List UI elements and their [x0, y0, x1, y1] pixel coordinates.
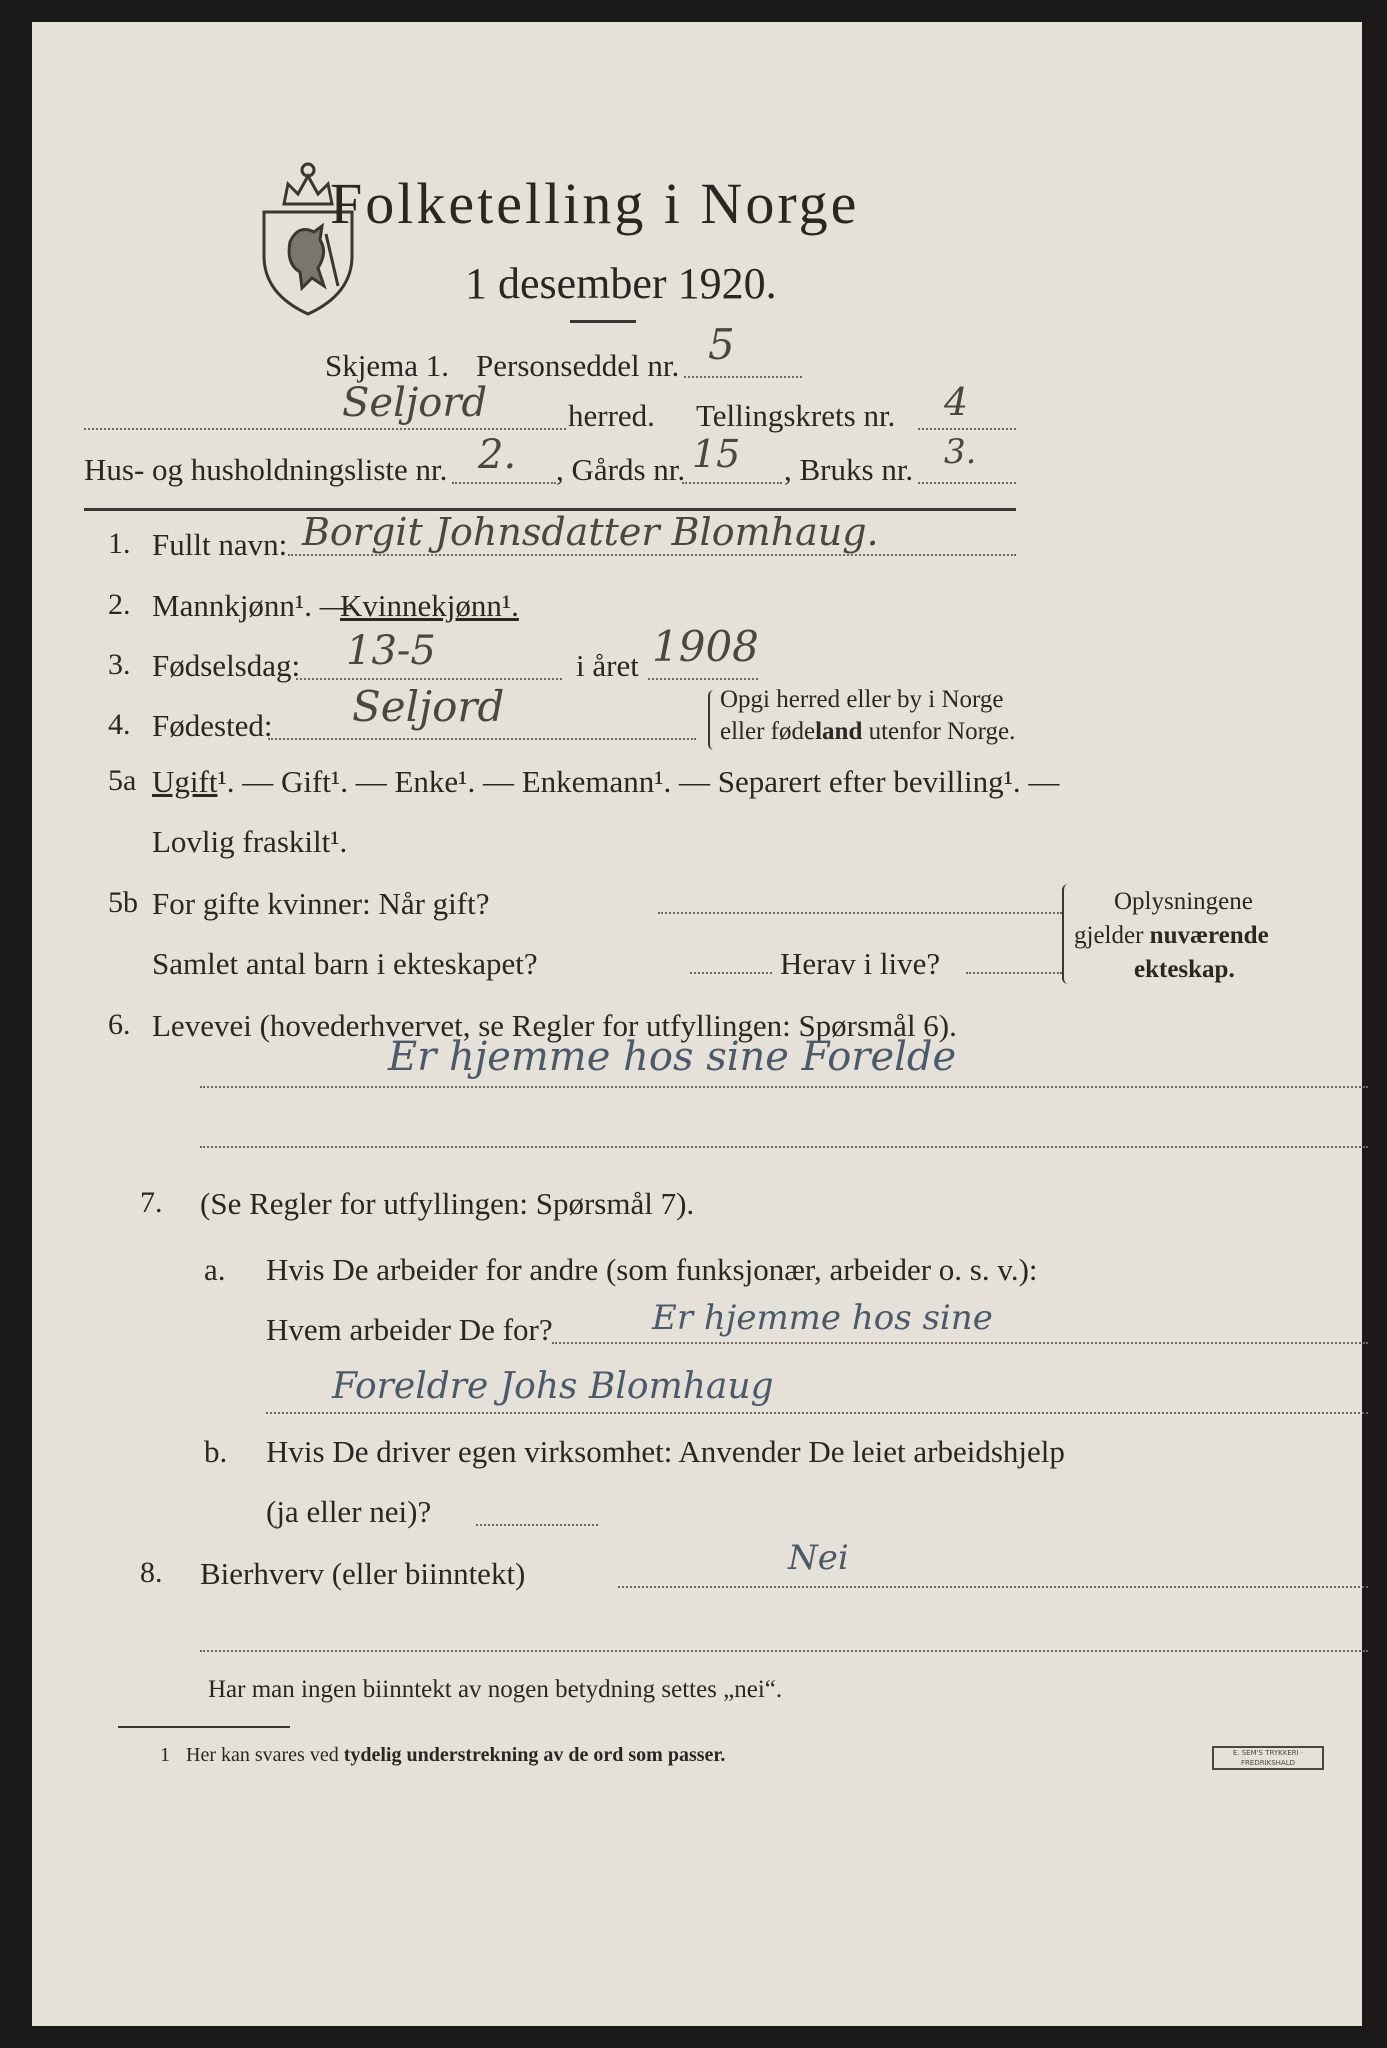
tellingskrets-field[interactable] [918, 428, 1016, 430]
title-divider [570, 320, 636, 323]
birthplace-value: Seljord [352, 682, 505, 731]
herred-label: herred. [568, 398, 655, 433]
gards-label: , Gårds nr. [556, 452, 686, 487]
employer-field-2[interactable] [266, 1412, 1368, 1414]
q5b-note-line3: ekteskap. [1134, 956, 1235, 983]
side-income-value: Nei [788, 1538, 849, 1578]
birth-year-label: i året [576, 648, 639, 683]
q7-label: (Se Regler for utfyllingen: Spørsmål 7). [200, 1186, 695, 1221]
married-when-field[interactable] [658, 912, 1062, 914]
form-title: Folketelling i Norge [330, 171, 860, 236]
tellingskrets-label: Tellingskrets nr. [696, 398, 896, 433]
q4-note-brace [708, 690, 716, 750]
q7-number: 7. [140, 1186, 163, 1219]
employer-value-line1: Er hjemme hos sine [652, 1298, 993, 1338]
q1-number: 1. [108, 527, 131, 560]
q1-label: Fullt navn: [152, 527, 288, 562]
birthday-field[interactable] [296, 678, 562, 680]
birthday-value: 13-5 [346, 628, 436, 674]
children-count-field[interactable] [690, 972, 772, 974]
birth-year-value: 1908 [652, 622, 759, 671]
side-income-field-2[interactable] [200, 1650, 1368, 1652]
husliste-field[interactable] [452, 482, 556, 484]
full-name-value: Borgit Johnsdatter Blomhaug. [302, 510, 879, 554]
occupation-value: Er hjemme hos sine Forelde [388, 1034, 957, 1080]
gards-field[interactable] [682, 482, 782, 484]
q3-number: 3. [108, 648, 131, 681]
employer-field[interactable] [552, 1342, 1368, 1344]
bruks-value: 3. [944, 432, 977, 472]
q2-number: 2. [108, 588, 131, 621]
footnote: 1 Her kan svares ved tydelig understrekning av de ord som passer. [160, 1744, 726, 1766]
q4-number: 4. [108, 708, 131, 741]
q7b-letter: b. [204, 1434, 228, 1469]
q5b-note-brace [1062, 884, 1072, 984]
q7a-letter: a. [204, 1252, 226, 1287]
footer-note: Har man ingen biinntekt av nogen betydning settes „nei“. [208, 1676, 783, 1703]
q4-note-line1: Opgi herred eller by i Norge [720, 686, 1004, 713]
herred-field[interactable] [84, 428, 566, 430]
ugift-option[interactable]: Ugift [152, 764, 218, 799]
q6-number: 6. [108, 1008, 131, 1041]
occupation-field[interactable] [200, 1086, 1368, 1088]
full-name-field[interactable] [288, 554, 1016, 556]
gards-value: 15 [692, 432, 741, 476]
q5a-number: 5a [108, 764, 137, 797]
q7a-question: Hvem arbeider De for? [266, 1312, 553, 1347]
occupation-field-2[interactable] [200, 1146, 1368, 1148]
q5b-married-when: For gifte kvinner: Når gift? [152, 886, 490, 921]
q5b-note-line2: gjelder nuværende [1074, 922, 1269, 949]
employer-value-line2: Foreldre Johs Blomhaug [332, 1366, 774, 1407]
q6-label: Levevei (hovederhvervet, se Regler for utfyllingen: Spørsmål 6). [152, 1008, 957, 1043]
personseddel-field[interactable] [684, 376, 802, 378]
skjema-label: Skjema 1. [325, 348, 449, 383]
husliste-label: Hus- og husholdningsliste nr. [84, 452, 448, 487]
husliste-value: 2. [478, 432, 517, 478]
q7b-question: (ja eller nei)? [266, 1494, 432, 1529]
q5b-alive-label: Herav i live? [780, 946, 941, 981]
birthplace-field[interactable] [268, 738, 696, 740]
personseddel-value: 5 [708, 320, 735, 369]
q4-label: Fødested: [152, 708, 273, 743]
q7a-text: Hvis De arbeider for andre (som funksjonær, arbeider o. s. v.): [266, 1252, 1038, 1287]
q5b-number: 5b [108, 886, 138, 919]
printer-stamp: E. SEM'S TRYKKERI · FREDRIKSHALD [1212, 1746, 1324, 1770]
q7b-text: Hvis De driver egen virksomhet: Anvender De leiet arbeidshjelp [266, 1434, 1065, 1469]
marital-status-options[interactable]: Ugift¹. — Gift¹. — Enke¹. — Enkemann¹. — Separert efter bevilling¹. — [152, 764, 1060, 799]
q2-male-option[interactable]: Mannkjønn¹. — [152, 588, 351, 623]
q4-note-line2: eller fødeland utenfor Norge. [720, 718, 1016, 745]
lovlig-fraskilt-option[interactable]: Lovlig fraskilt¹. [152, 824, 348, 859]
tellingskrets-value: 4 [944, 380, 969, 424]
census-date: 1 desember 1920. [465, 259, 777, 308]
q5b-note-line1: Oplysningene [1114, 888, 1253, 915]
q2-female-option[interactable]: Kvinnekjønn¹. [340, 588, 519, 623]
birth-year-field[interactable] [648, 678, 758, 680]
census-form [32, 22, 1362, 2026]
q5b-children-count: Samlet antal barn i ekteskapet? [152, 946, 538, 981]
q8-label: Bierhverv (eller biinntekt) [200, 1556, 526, 1591]
side-income-field[interactable] [618, 1586, 1368, 1588]
bruks-field[interactable] [918, 482, 1016, 484]
children-alive-field[interactable] [966, 972, 1062, 974]
footnote-divider [118, 1726, 290, 1728]
hired-help-field[interactable] [476, 1524, 598, 1526]
q8-number: 8. [140, 1556, 163, 1589]
q3-label: Fødselsdag: [152, 648, 301, 683]
bruks-label: , Bruks nr. [784, 452, 914, 487]
personseddel-label: Personseddel nr. [476, 348, 680, 383]
herred-value: Seljord [342, 380, 488, 426]
